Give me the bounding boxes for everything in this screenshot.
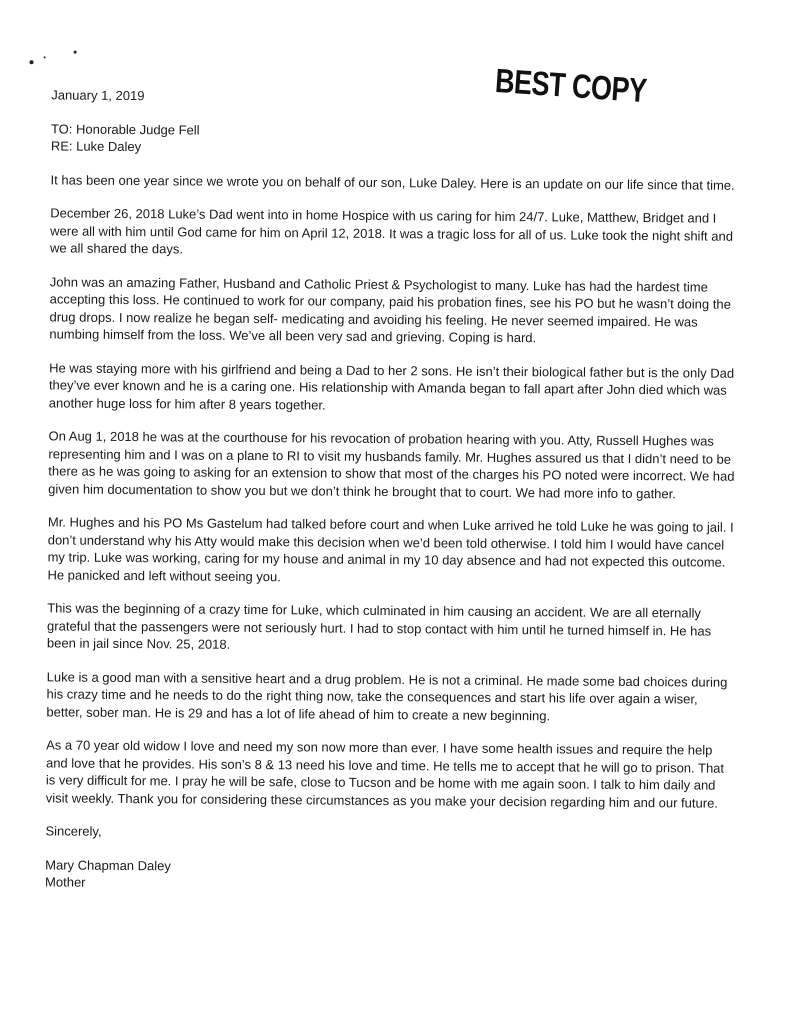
subject-line: RE: Luke Daley xyxy=(50,138,142,155)
scan-speck xyxy=(29,60,33,64)
letter-paragraph: He was staying more with his girlfriend and being a Dad to her 2 sons. He isn’t their biological father but is the only Dad they’ve ever known and he is a caring one. His relationship with Amanda began to fall apart after John died which was another huge loss for him after 8 years together. xyxy=(48,359,735,413)
best-copy-stamp: BEST COPY xyxy=(493,61,648,110)
letter-paragraph: John was an amazing Father, Husband and Catholic Priest & Psychologist to many. Luke has had the hardest time accepting this loss. He continued to work for our company, paid his probation fines, see his PO but he wasn’t doing the drug drops. I now realize he began self- medicating and avoiding his feeling. He never seemed impaired. He was numbing himself from the loss. We’ve all been very sad and grieving. Coping is hard. xyxy=(49,273,731,346)
scan-speck xyxy=(74,51,77,54)
letter-paragraph: Luke is a good man with a sensitive heart and a drug problem. He is not a criminal. He made some bad choices during his crazy time and he needs to do the right thing now, take the consequences and start his life over again a wiser, better, sober man. He is 29 and has a lot of life ahead of him to create a new beginning. xyxy=(46,668,728,723)
letter-body xyxy=(45,86,741,896)
letter-paragraph: It has been one year since we wrote you on behalf of our son, Luke Daley. Here is an update on our life since that time. xyxy=(50,171,735,193)
letter-paragraph: As a 70 year old widow I love and need my son now more than ever. I have some health issues and require the help and love that he provides. His son’s 8 & 13 need his love and time. He tells me to accept that he will go to prison. That is very difficult for me. I pray he will be safe, close to Tucson and be home with me again soon. I talk to him daily and visit weekly. Thank you for considering these circumstances as you make your decision regarding him and our future. xyxy=(45,737,725,811)
letter-date: January 1, 2019 xyxy=(51,87,145,104)
letter-paragraph: On Aug 1, 2018 he was at the courthouse for his revocation of probation hearing with you. Atty, Russell Hughes was representing him and I was on a plane to RI to visit my husbands family. Mr. Hughes assured us that I didn’t need to be there as he was going to asking for an extension to show that most of the charges his PO noted were incorrect. We had given him documentation to show you but we don’t think he brought that to court. We had more info to gather. xyxy=(48,428,735,501)
letter-paragraph: December 26, 2018 Luke’s Dad went into in home Hospice with us caring for him 24/7. Luke, Matthew, Bridget and I were all with him until God came for him on April 12, 2018. It was a tragic loss for all of us. Luke took the night shift and we all shared the days. xyxy=(49,205,734,257)
signature-title: Mother xyxy=(45,874,86,890)
letter-paragraph: This was the beginning of a crazy time for Luke, which culminated in him causing an accident. We are all eternally grateful that the passengers were not seriously hurt. I had to stop contact with him until he turned himself in. He has been in jail since Nov. 25, 2018. xyxy=(46,600,712,652)
signature-name: Mary Chapman Daley xyxy=(45,856,171,873)
recipient-line: TO: Honorable Judge Fell xyxy=(50,120,200,138)
scan-speck xyxy=(44,56,46,58)
letter-closing: Sincerely, xyxy=(45,823,102,839)
letter-paragraph: Mr. Hughes and his PO Ms Gastelum had talked before court and when Luke arrived he told Luke he was going to jail. I don’t understand why his Atty would make this decision when we’d been told otherwise. I told him I would have cancel my trip. Luke was working, caring for my house and animal in my 10 day absence and had not expected this outcome. He panicked and left without seeing you. xyxy=(47,514,734,584)
